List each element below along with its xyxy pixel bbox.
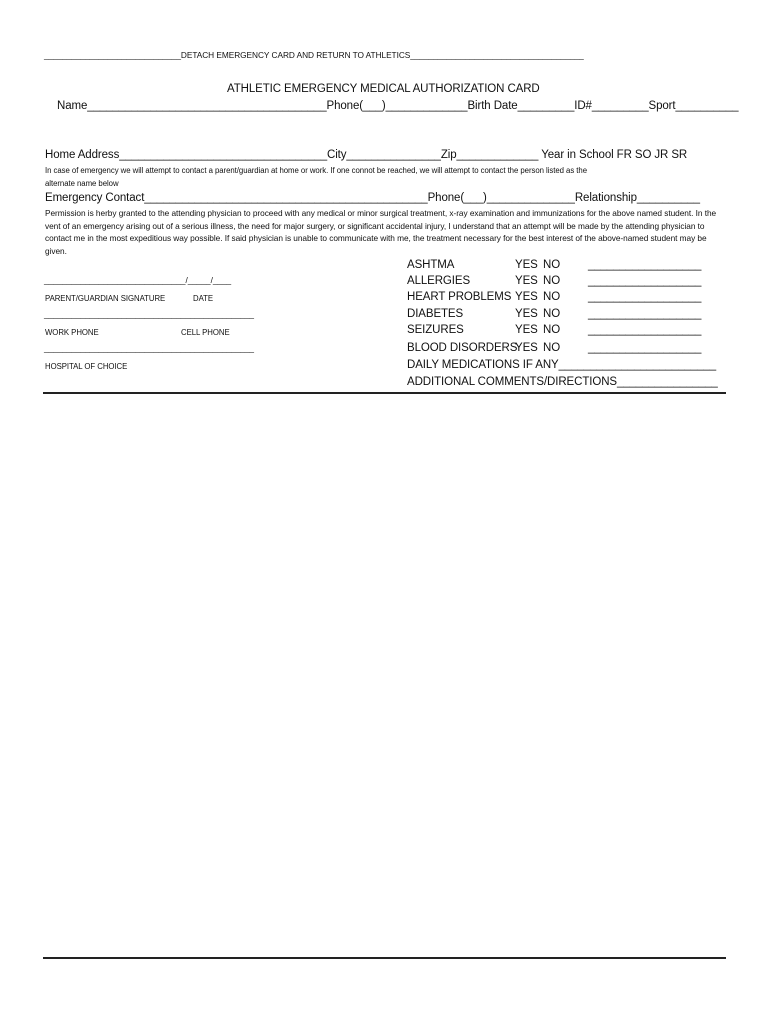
yes-option[interactable]: YES <box>515 259 538 271</box>
parent-signature-label: PARENT/GUARDIAN SIGNATURE <box>45 294 166 303</box>
condition-name: SEIZURES <box>407 324 464 336</box>
no-option[interactable]: NO <box>543 259 561 271</box>
condition-notes-blank[interactable]: __________________ <box>588 324 702 336</box>
no-option[interactable]: NO <box>543 342 561 354</box>
yes-option[interactable]: YES <box>515 291 538 303</box>
additional-comments-line[interactable]: ADDITIONAL COMMENTS/DIRECTIONS________________ <box>407 376 718 388</box>
yes-option[interactable]: YES <box>515 324 538 336</box>
daily-medications-line[interactable]: DAILY MEDICATIONS IF ANY_________________________ <box>407 359 716 371</box>
work-phone-label: WORK PHONE <box>45 328 99 337</box>
card-bottom-border <box>43 392 726 394</box>
no-option[interactable]: NO <box>543 308 561 320</box>
condition-name: DIABETES <box>407 308 464 320</box>
name-phone-birthdate-id-sport-line[interactable]: Name______________________________________Phone(___)_____________Birth Date_________ID#_________Sport__________ <box>57 100 739 112</box>
condition-name: ALLERGIES <box>407 275 471 287</box>
condition-notes-blank[interactable]: __________________ <box>588 291 702 303</box>
condition-notes-blank[interactable]: __________________ <box>588 259 702 271</box>
no-option[interactable]: NO <box>543 275 561 287</box>
yes-option[interactable]: YES <box>515 308 538 320</box>
emergency-notice-line-1: In case of emergency we will attempt to contact a parent/guardian at home or work. If one connot be reached, we will attempt to contact the person listed as the <box>45 166 587 175</box>
condition-notes-blank[interactable]: __________________ <box>588 275 702 287</box>
home-address-line[interactable]: Home Address_________________________________City_______________Zip_____________ Year in School FR SO JR SR <box>45 149 688 161</box>
card-title: ATHLETIC EMERGENCY MEDICAL AUTHORIZATION CARD <box>227 83 540 95</box>
emergency-notice-line-2: alternate name below <box>45 179 119 188</box>
page-bottom-rule <box>43 957 726 959</box>
no-option[interactable]: NO <box>543 324 561 336</box>
permission-statement: Permission is herby granted to the attending physician to proceed with any medical or minor surgical treatment, x-ray examination and immunizations for the above named student. In the vent of an emergency arising out of a serious illness, the need for major surgery, or significant accidental injury, I understand that an attempt will be made by the attending physician to contact me in the most expeditious way possible. If said physician is unable to communicate with me, the treatment necessary for the best interest of the above-named student may be given. <box>45 208 717 256</box>
date-label: DATE <box>193 294 214 303</box>
condition-notes-blank[interactable]: __________________ <box>588 342 702 354</box>
no-option[interactable]: NO <box>543 291 561 303</box>
emergency-contact-line[interactable]: Emergency Contact_____________________________________________Phone(___)______________Relationship__________ <box>45 192 700 204</box>
cell-phone-label: CELL PHONE <box>181 328 230 337</box>
detach-instruction: ______________________________DETACH EMERGENCY CARD AND RETURN TO ATHLETICS______________________________________ <box>44 50 584 60</box>
yes-option[interactable]: YES <box>515 342 538 354</box>
condition-name: ASHTMA <box>407 259 455 271</box>
condition-name: BLOOD DISORDERS <box>407 342 518 354</box>
signature-date-line[interactable]: _______________________________/_____/____ <box>44 275 232 285</box>
condition-notes-blank[interactable]: __________________ <box>588 308 702 320</box>
phone-numbers-line[interactable]: ______________________________________________ <box>44 309 254 319</box>
hospital-line[interactable]: ______________________________________________ <box>44 343 254 353</box>
yes-option[interactable]: YES <box>515 275 538 287</box>
condition-name: HEART PROBLEMS <box>407 291 512 303</box>
hospital-of-choice-label: HOSPITAL OF CHOICE <box>45 362 128 371</box>
